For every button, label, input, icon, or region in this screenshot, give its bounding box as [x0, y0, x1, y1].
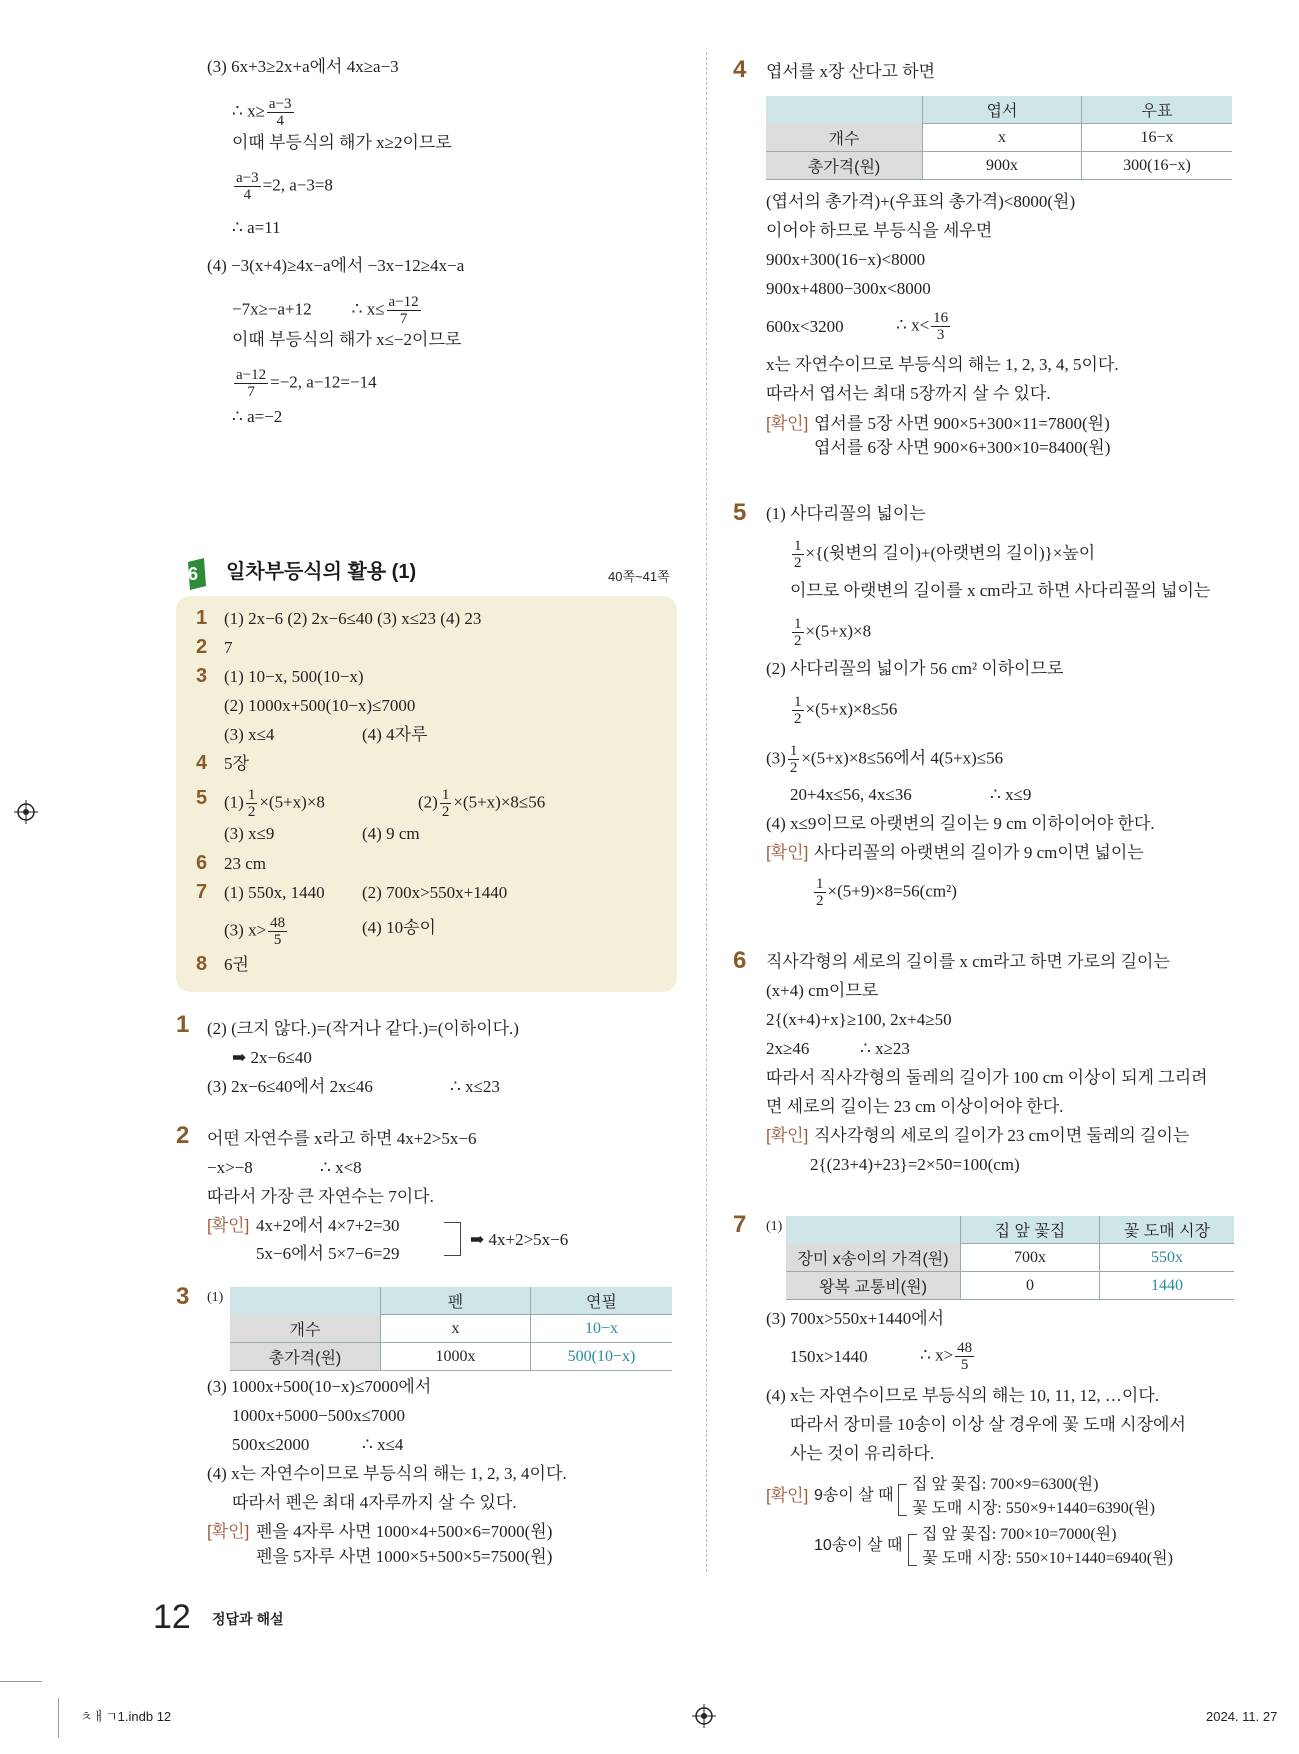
solution-number: 6 — [733, 947, 747, 974]
rose-price-table: 집 앞 꽃집 꽃 도매 시장 장미 x송이의 가격(원) 700x 550x 왕복 교통비(원) 0 1440 — [786, 1216, 1234, 1300]
text-line: (1) 사다리꼴의 넓이는 — [766, 504, 926, 523]
text-line: ∴ a=−2 — [232, 407, 283, 426]
text-line: (3) 700x>550x+1440에서 — [766, 1309, 945, 1328]
text-line: ∴ x≤4 — [362, 1435, 404, 1454]
postcard-stamp-table: 엽서 우표 개수 x 16−x 총가격(원) 900x 300(16−x) — [766, 96, 1232, 180]
text-line: x는 자연수이므로 부등식의 해는 1, 2, 3, 4, 5이다. — [766, 355, 1119, 374]
text-line: 이때 부등식의 해가 x≤−2이므로 — [232, 330, 462, 349]
page-number: 12 — [153, 1598, 191, 1636]
text-line: 500x≤2000 — [232, 1435, 310, 1454]
bracket — [444, 1222, 461, 1256]
registration-mark-icon — [692, 1704, 716, 1728]
file-info: ㅊㅐㄱ1.indb 12 — [80, 1709, 172, 1724]
text-line: (2) 사다리꼴의 넓이가 56 cm² 이하이므로 — [766, 659, 1064, 678]
text-line: ∴ x≥ $\frac{a-3}{4}$ — [232, 96, 292, 129]
text-line: 20+4x≤56, 4x≤36 — [790, 785, 912, 804]
check-label: [확인] — [766, 1126, 809, 1145]
text-line: 꽃 도매 시장: 550×10+1440=6940(원) — [922, 1550, 1173, 1567]
text-line: $\frac{a-3}{4}$ =2, a−3=8 — [236, 170, 333, 203]
section-number: 6 — [188, 564, 199, 584]
bracket — [908, 1534, 917, 1566]
text-line: 600x<3200 — [766, 317, 844, 336]
text-line: (1) — [766, 1219, 783, 1234]
text-line: 따라서 펜은 최대 4자루까지 살 수 있다. — [232, 1493, 517, 1512]
text-line: 펜을 4자루 사면 1000×4+500×6=7000(원) — [256, 1522, 553, 1541]
text-line: 2x≥46 — [766, 1039, 810, 1058]
solution-number: 1 — [176, 1011, 190, 1038]
section-pages: 40쪽~41쪽 — [608, 569, 670, 584]
text-line: (3) 1000x+500(10−x)≤7000에서 — [207, 1377, 432, 1396]
text-line: 10송이 살 때 — [814, 1537, 903, 1554]
footer-label: 정답과 해설 — [212, 1611, 284, 1627]
crop-mark — [0, 1681, 42, 1682]
text-line: 따라서 장미를 10송이 이상 살 경우에 꽃 도매 시장에서 — [790, 1415, 1186, 1434]
text-line: 2{(23+4)+23}=2×50=100(cm) — [810, 1155, 1020, 1174]
text-line: 따라서 엽서는 최대 5장까지 살 수 있다. — [766, 384, 1051, 403]
text-line: 꽃 도매 시장: 550×9+1440=6390(원) — [912, 1500, 1155, 1517]
text-line: (4) x는 자연수이므로 부등식의 해는 1, 2, 3, 4이다. — [207, 1464, 567, 1483]
text-line: (3) 2x−6≤40에서 2x≤46 — [207, 1077, 373, 1096]
text-line: (엽서의 총가격)+(우표의 총가격)<8000(원) — [766, 192, 1076, 211]
text-line: 엽서를 5장 사면 900×5+300×11=7800(원) — [814, 414, 1110, 433]
text-line: $\frac{1}{2}$ ×(5+x)×8≤56 — [794, 694, 898, 727]
crop-mark — [58, 1698, 59, 1738]
text-line: (4) −3(x+4)≥4x−a에서 −3x−12≥4x−a — [207, 256, 465, 275]
text-line: 엽서를 6장 사면 900×6+300×10=8400(원) — [814, 438, 1111, 457]
text-line: (3) $\frac{1}{2}$ ×(5+x)×8≤56에서 4(5+x)≤56 — [766, 743, 1004, 776]
text-line: 집 앞 꽃집: 700×9=6300(원) — [912, 1476, 1099, 1493]
text-line: (4) x≤9이므로 아랫변의 길이는 9 cm 이하이어야 한다. — [766, 814, 1155, 833]
text-line: −x>−8 — [207, 1158, 253, 1177]
section-title: 일차부등식의 활용 (1) — [226, 561, 417, 583]
text-line: 사는 것이 유리하다. — [790, 1444, 935, 1463]
check-label: [확인] — [766, 1486, 809, 1505]
text-line: 5x−6에서 5×7−6=29 — [256, 1244, 400, 1263]
text-line: (3) 6x+3≥2x+a에서 4x≥a−3 — [207, 57, 399, 76]
text-line: 집 앞 꽃집: 700×10=7000(원) — [922, 1526, 1117, 1543]
text-line: 900x+4800−300x<8000 — [766, 279, 931, 298]
text-line: 면 세로의 길이는 23 cm 이상이어야 한다. — [766, 1097, 1064, 1116]
text-line: 이므로 아랫변의 길이를 x cm라고 하면 사다리꼴의 넓이는 — [790, 581, 1211, 600]
text-line: 엽서를 x장 산다고 하면 — [766, 62, 936, 81]
text-line: 4x+2에서 4×7+2=30 — [256, 1216, 400, 1235]
text-line: $\frac{a-12}{7}$ =−2, a−12=−14 — [236, 367, 377, 400]
text-line: 따라서 직사각형의 둘레의 길이가 100 cm 이상이 되게 그리려 — [766, 1068, 1208, 1087]
text-line: $\frac{1}{2}$ ×(5+9)×8=56(cm²) — [816, 876, 957, 909]
text-line: −7x≥−a+12 ∴ x≤ $\frac{a-12}{7}$ — [232, 294, 419, 327]
text-line: ∴ x< $\frac{16}{3}$ — [896, 310, 949, 343]
text-line: (x+4) cm이므로 — [766, 981, 879, 1000]
text-line: 9송이 살 때 — [814, 1487, 894, 1504]
text-line: 펜을 5자루 사면 1000×5+500×5=7500(원) — [256, 1547, 553, 1566]
text-line: 따라서 가장 큰 자연수는 7이다. — [207, 1187, 434, 1206]
text-line: 직사각형의 세로의 길이를 x cm라고 하면 가로의 길이는 — [766, 952, 1170, 971]
text-line: ∴ x≤9 — [990, 785, 1032, 804]
text-line: 900x+300(16−x)<8000 — [766, 250, 926, 269]
solution-number: 7 — [733, 1211, 747, 1238]
bracket — [898, 1484, 907, 1516]
text-line: 2{(x+4)+x}≥100, 2x+4≥50 — [766, 1010, 952, 1029]
check-label: [확인] — [766, 414, 809, 433]
text-line: $\frac{1}{2}$ ×(5+x)×8 — [794, 616, 872, 649]
registration-mark-icon — [14, 800, 38, 824]
text-line: 150x>1440 — [790, 1347, 868, 1366]
pen-pencil-table: 펜 연필 개수 x 10−x 총가격(원) 1000x 500(10−x) — [230, 1287, 672, 1371]
text-line: 어떤 자연수를 x라고 하면 4x+2>5x−6 — [207, 1129, 477, 1148]
solution-number: 2 — [176, 1122, 190, 1149]
text-line: ∴ a=11 — [232, 218, 281, 237]
text-line: 사다리꼴의 아랫변의 길이가 9 cm이면 넓이는 — [814, 843, 1144, 862]
text-line: ➡ 4x+2>5x−6 — [470, 1230, 569, 1249]
text-line: (1) — [207, 1290, 224, 1305]
text-line: ∴ x≥23 — [860, 1039, 910, 1058]
check-label: [확인] — [207, 1522, 250, 1541]
text-line: 이어야 하므로 부등식을 세우면 — [766, 221, 993, 240]
text-line: ∴ x≤23 — [450, 1077, 500, 1096]
column-divider — [706, 52, 707, 1572]
print-date: 2024. 11. 27 — [1206, 1709, 1278, 1724]
text-line: 직사각형의 세로의 길이가 23 cm이면 둘레의 길이는 — [814, 1126, 1190, 1145]
text-line: ➡ 2x−6≤40 — [232, 1048, 312, 1067]
text-line: (2) (크지 않다.)=(작거나 같다.)=(이하이다.) — [207, 1019, 519, 1038]
check-label: [확인] — [766, 843, 809, 862]
text-line: $\frac{1}{2}$ ×{(윗변의 길이)+(아랫변의 길이)}×높이 — [794, 538, 1096, 571]
text-line: 1000x+5000−500x≤7000 — [232, 1406, 406, 1425]
check-label: [확인] — [207, 1216, 250, 1235]
text-line: (4) x는 자연수이므로 부등식의 해는 10, 11, 12, …이다. — [766, 1386, 1160, 1405]
solution-number: 3 — [176, 1283, 190, 1310]
text-line: ∴ x<8 — [320, 1158, 362, 1177]
text-line: ∴ x> $\frac{48}{5}$ — [920, 1340, 973, 1373]
solution-number: 5 — [733, 499, 747, 526]
text-line: 이때 부등식의 해가 x≥2이므로 — [232, 133, 452, 152]
solution-number: 4 — [733, 56, 747, 83]
